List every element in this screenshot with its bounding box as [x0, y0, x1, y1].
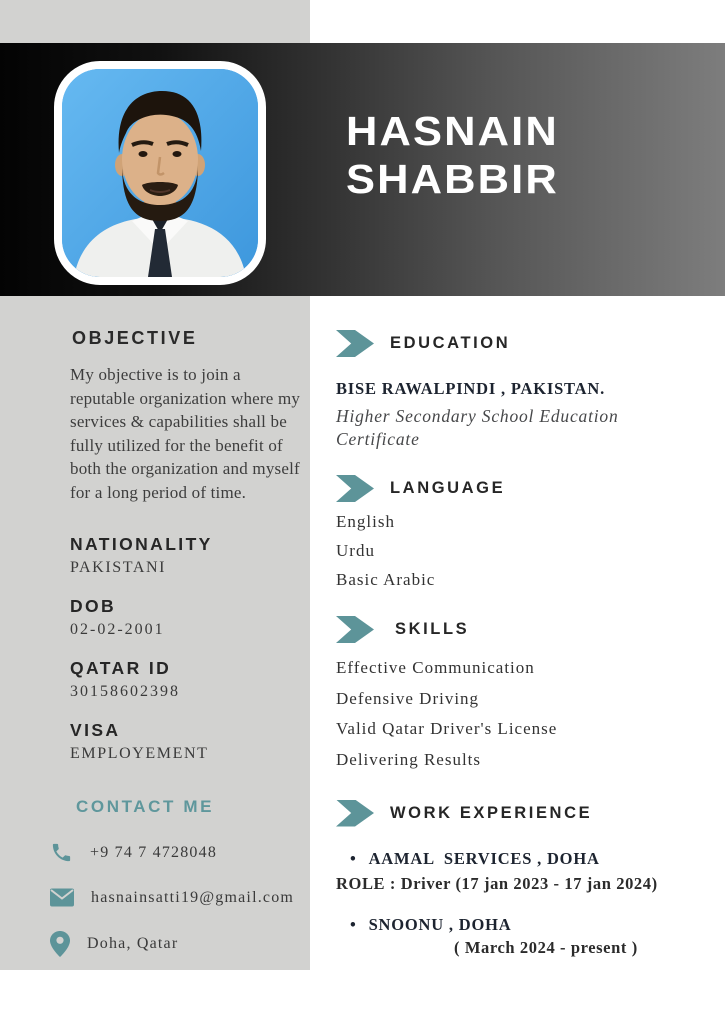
phone-icon	[50, 841, 73, 864]
field-dob	[70, 596, 298, 639]
job-detail: ROLE : Driver (17 jan 2023 - 17 jan 2024)	[336, 873, 658, 893]
contact-location-row	[50, 931, 298, 957]
bullet: •	[350, 914, 357, 934]
skill-item: Effective Communication	[336, 658, 535, 677]
education-degree: Higher Secondary School Education Certificate	[336, 406, 619, 449]
field-value: PAKISTANI	[70, 559, 167, 576]
job-company-line	[350, 849, 705, 869]
chevron-right-icon	[336, 800, 374, 827]
mail-icon	[50, 888, 74, 907]
field-label: NATIONALITY	[70, 534, 213, 554]
skills-list	[336, 659, 705, 769]
objective-text: My objective is to join a reputable organization where my services & capabilities shall be fully utilized for the benefit of both the organization and myself for a long period of time.	[70, 365, 301, 502]
phone-number: +9 74 7 4728048	[90, 843, 218, 861]
chevron-right-icon	[336, 475, 374, 502]
bullet: •	[350, 848, 357, 868]
contact-email-row	[50, 888, 298, 907]
field-nationality	[70, 534, 298, 577]
language-item: Basic Arabic	[336, 570, 436, 589]
field-qatar-id	[70, 658, 298, 701]
objective-heading: OBJECTIVE	[72, 328, 198, 348]
field-label: QATAR ID	[70, 658, 172, 678]
education-heading: EDUCATION	[390, 334, 511, 352]
skill-item: Delivering Results	[336, 749, 482, 769]
work-heading: WORK EXPERIENCE	[390, 803, 593, 822]
field-label: VISA	[70, 720, 121, 740]
email-address: hasnainsatti19@gmail.com	[91, 888, 295, 906]
left-sidebar	[0, 296, 310, 970]
chevron-right-icon	[336, 616, 374, 643]
field-label: DOB	[70, 596, 117, 616]
field-value: 02-02-2001	[70, 621, 165, 638]
profile-photo	[54, 61, 266, 285]
name-line-2: SHABBIR	[346, 156, 559, 202]
education-section-header	[336, 330, 705, 357]
work-section-header	[336, 800, 705, 827]
job-company: SNOONU , DOHA	[368, 914, 512, 934]
location-text: Doha, Qatar	[87, 935, 179, 952]
job-detail: ( March 2024 - present )	[454, 937, 638, 957]
language-section-header	[336, 475, 705, 502]
contact-phone-row	[50, 841, 298, 864]
job-entry	[336, 849, 705, 894]
chevron-right-icon	[336, 330, 374, 357]
job-company-line	[350, 915, 705, 935]
language-item: English	[336, 512, 395, 531]
field-value: 30158602398	[70, 683, 180, 700]
job-company: AAMAL SERVICES , DOHA	[368, 848, 600, 868]
field-value: EMPLOYEMENT	[70, 745, 209, 762]
skill-item: Defensive Driving	[336, 688, 480, 708]
education-school: BISE RAWALPINDI , PAKISTAN.	[336, 379, 605, 398]
skill-item: Valid Qatar Driver's License	[336, 719, 558, 738]
language-list	[336, 513, 705, 589]
main-content	[310, 296, 725, 1024]
location-icon	[50, 931, 70, 957]
language-heading: LANGUAGE	[390, 479, 506, 497]
name-line-1: HASNAIN	[346, 108, 559, 154]
candidate-name	[346, 107, 559, 203]
portrait-illustration	[62, 69, 258, 277]
skills-section-header	[336, 616, 705, 643]
job-entry	[336, 915, 705, 958]
skills-heading: SKILLS	[395, 620, 470, 638]
contact-heading: CONTACT ME	[76, 797, 215, 816]
language-item: Urdu	[336, 541, 375, 560]
field-visa	[70, 720, 298, 763]
top-left-gray-strip	[0, 0, 310, 43]
